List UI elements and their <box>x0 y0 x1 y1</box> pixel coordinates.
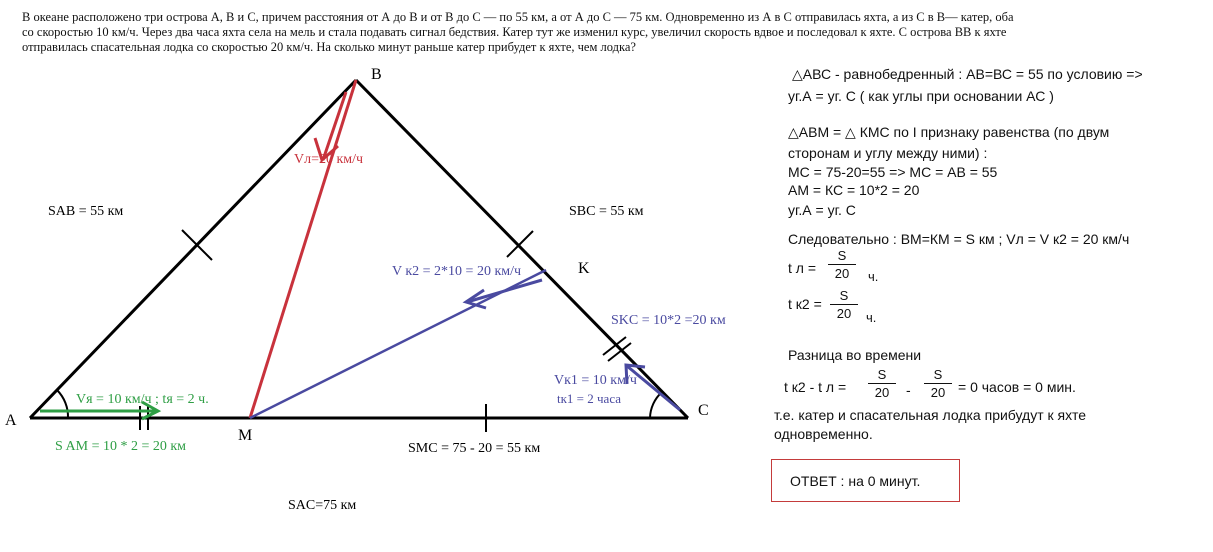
angle-c-arc <box>650 392 662 418</box>
label-s-kc: SKC = 10*2 =20 км <box>611 313 726 328</box>
solution-line-7: уг.А = уг. С <box>788 202 856 218</box>
solution-line-10: т.е. катер и спасательная лодка прибудут к яхте <box>774 407 1086 423</box>
tick-bc <box>507 231 533 257</box>
side-ab <box>30 80 356 418</box>
label-s-mc: SMC = 75 - 20 = 55 км <box>408 441 541 456</box>
arrow-vk2-shaft <box>467 280 542 302</box>
label-s-am: S AM = 10 * 2 = 20 км <box>55 439 187 454</box>
unit-t-l: ч. <box>868 269 879 284</box>
fraction-diff-1-bar <box>868 383 896 384</box>
fraction-t-l-den: 20 <box>834 266 850 281</box>
diff-right: = 0 часов = 0 мин. <box>958 379 1076 395</box>
diff-minus: - <box>906 382 911 398</box>
angle-a-arc <box>57 390 68 418</box>
vertex-c-label: C <box>698 402 709 419</box>
fraction-diff-1-den: 20 <box>874 385 890 400</box>
fraction-diff-1-num: S <box>877 367 887 382</box>
unit-t-k2: ч. <box>866 310 877 325</box>
formula-t-l-label: t л = <box>788 260 817 276</box>
label-v-ya: Vя = 10 км/ч ; tя = 2 ч. <box>76 392 209 407</box>
fraction-diff-2 <box>924 367 952 400</box>
solution-line-3: △АВМ = △ КМС по I признаку равенства (по двум <box>788 124 1110 140</box>
fraction-diff-1 <box>868 367 896 400</box>
fraction-t-k2-den: 20 <box>836 306 852 321</box>
label-v-k1: Vк1 = 10 км/ч <box>554 373 637 388</box>
solution-line-11: одновременно. <box>774 426 873 442</box>
fraction-t-k2-bar <box>830 304 858 305</box>
fraction-t-k2 <box>830 288 858 321</box>
fraction-t-l <box>828 248 856 281</box>
problem-statement: В океане расположено три острова А, В и С, причем расстояния от А до В и от В до С — по 55 км, а от А до С — 75 км. Одновременно из А в С отправилась яхта, а из С в В— катер, оба со скоростью 10 км/ч. Через два часа яхта села на мель и стала подавать сигнал бедствия. Катер тут же изменил курс, увеличил скорость вдвое и последовал к яхте. С острова ВВ к яхте отправилась спасательная лодка со скоростью 20 км/ч. На сколько минут раньше катер прибудет к яхте, чем лодка? <box>22 10 1014 54</box>
label-s-bc: SBC = 55 км <box>569 204 644 219</box>
line-bm <box>250 80 356 418</box>
label-t-k1: tк1 = 2 часа <box>557 391 622 406</box>
solution-line-4: сторонам и углу между ними) : <box>788 145 988 161</box>
solution-line-6: АМ = КС = 10*2 = 20 <box>788 182 920 198</box>
fraction-diff-2-num: S <box>933 367 943 382</box>
solution-line-5: МС = 75-20=55 => МС = АВ = 55 <box>788 164 998 180</box>
answer-box <box>771 459 960 502</box>
solution-line-2: уг.А = уг. С ( как углы при основании АС ) <box>788 88 1054 104</box>
vertex-b-label: B <box>371 66 382 83</box>
solution-line-9: Разница во времени <box>788 347 922 363</box>
answer-text: ОТВЕТ : на 0 минут. <box>790 473 921 489</box>
vertex-a-label: A <box>5 412 17 429</box>
label-s-ab: SAB = 55 км <box>48 204 124 219</box>
fraction-t-k2-num: S <box>839 288 849 303</box>
label-v-k2: V к2 = 2*10 = 20 км/ч <box>392 264 522 279</box>
diff-left: t к2 - t л = <box>784 379 847 395</box>
formula-t-k2-label: t к2 = <box>788 296 822 312</box>
solution-line-1: △АВС - равнобедренный : АВ=ВС = 55 по условию => <box>792 66 1143 82</box>
fraction-diff-2-bar <box>924 383 952 384</box>
solution-line-8: Следовательно : ВМ=КМ = S км ; Vл = V к2 = 20 км/ч <box>788 231 1130 247</box>
fraction-diff-2-den: 20 <box>930 385 946 400</box>
vertex-m-label: M <box>238 427 253 444</box>
fraction-t-l-num: S <box>837 248 847 263</box>
fraction-t-l-bar <box>828 264 856 265</box>
label-v-l: Vл=20 км/ч <box>294 152 364 167</box>
label-s-ac: SAC=75 км <box>288 498 357 513</box>
vertex-k-label: K <box>578 260 590 277</box>
